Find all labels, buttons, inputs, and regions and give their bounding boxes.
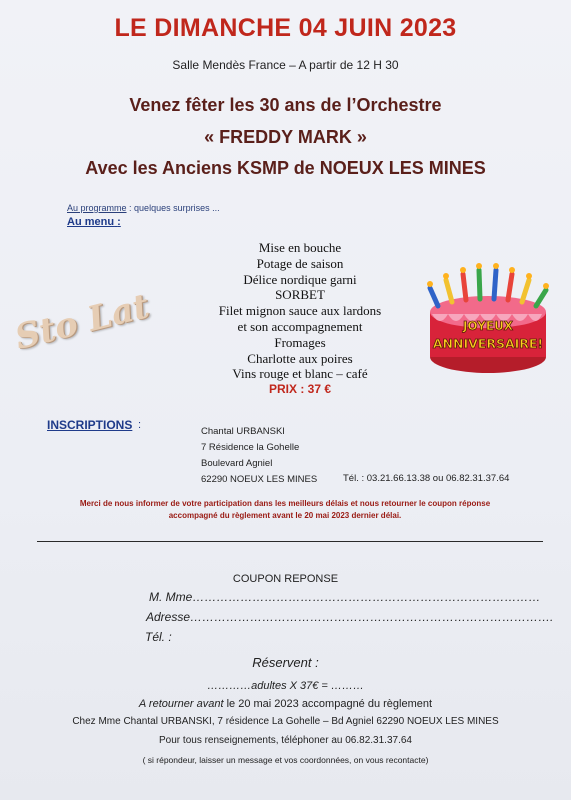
menu-item: Mise en bouche: [258, 240, 342, 255]
program-line: [67, 203, 220, 213]
phone-field: Tél. :: [145, 630, 172, 644]
inscriptions-phone: Tél. : 03.21.66.13.38 ou 06.82.31.37.64: [343, 473, 510, 484]
headline-1: Venez fêter les 30 ans de l’Orchestre: [129, 95, 442, 115]
inscriptions-colon: :: [138, 419, 142, 431]
menu-item: Vins rouge et blanc – café: [232, 366, 368, 382]
cut-line-divider: [37, 541, 543, 542]
address-line: 7 Résidence la Gohelle: [201, 442, 300, 453]
address-field: Adresse……………………………………………………………………………….: [146, 610, 554, 624]
program-label: Au programme: [67, 203, 127, 213]
price: PRIX : 37 €: [268, 382, 332, 397]
address-line: 62290 NOEUX LES MINES: [201, 474, 318, 485]
inscriptions-address: [201, 424, 317, 488]
headline-orchestra: « FREDDY MARK »: [204, 127, 367, 147]
headline-3: Avec les Anciens KSMP de NOEUX LES MINES: [85, 158, 486, 178]
menu-item: Fromages: [274, 334, 326, 350]
inscriptions-label: INSCRIPTIONS: [47, 418, 133, 432]
return-address: Chez Mme Chantal URBANSKI, 7 résidence La Gohelle – Bd Agniel 62290 NOEUX LES MINES: [72, 716, 499, 727]
answering-machine-note: ( si répondeur, laisser un message et vos coordonnées, on vous recontacte): [142, 755, 429, 765]
cake-text-1: JOYEUX: [462, 319, 514, 333]
birthday-cake-icon: [418, 262, 558, 382]
address-line: Chantal URBANSKI: [201, 426, 285, 437]
menu-item: Délice nordique garni: [243, 271, 357, 287]
adults-calculation: …………adultes X 37€ = ………: [207, 680, 364, 692]
menu-item: et son accompagnement: [237, 318, 363, 334]
address-line: Boulevard Agniel: [201, 458, 273, 469]
program-text: : quelques surprises ...: [129, 203, 220, 213]
menu-item: SORBET: [275, 287, 325, 303]
deadline-notice: Merci de nous informer de votre participation dans les meilleurs délais et nous retourner le coupon réponse accompagné du règlement avant le 20 mai 2023 dernier délai.: [79, 499, 491, 520]
menu-item: Charlotte aux poires: [247, 350, 353, 366]
coupon-title: COUPON REPONSE: [232, 573, 339, 585]
return-deadline: A retourner avant le 20 mai 2023 accompagné du règlement: [138, 698, 433, 710]
menu-item: Potage de saison: [256, 255, 344, 271]
sto-lat-decoration: Sto Lat: [11, 286, 154, 358]
menu-list: [180, 240, 420, 398]
venue-line: Salle Mendès France – A partir de 12 H 30: [172, 58, 399, 72]
info-phone: Pour tous renseignements, téléphoner au 06.82.31.37.64: [159, 735, 412, 746]
cake-text-2: ANNIVERSAIRE!: [432, 336, 544, 351]
name-field: M. Mme……………………………………………………………………………: [149, 590, 541, 604]
reserve-label: Réservent :: [252, 655, 319, 670]
menu-item: Filet mignon sauce aux lardons: [218, 303, 382, 319]
menu-label: Au menu :: [67, 216, 121, 228]
event-date-title: LE DIMANCHE 04 JUIN 2023: [114, 14, 457, 42]
